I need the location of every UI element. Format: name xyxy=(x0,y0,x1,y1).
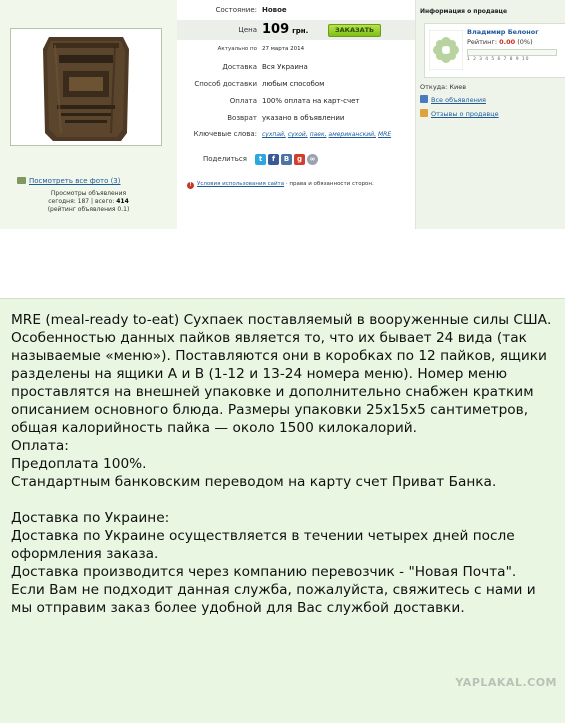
terms-rest: · права и обязанности сторон. xyxy=(284,181,374,187)
seller-name-link[interactable]: Владимир Белоног xyxy=(467,28,539,36)
price-currency: грн. xyxy=(292,27,309,35)
actual-row xyxy=(177,39,415,59)
views-total-value: 414 xyxy=(116,198,129,205)
actual-value: 27 марта 2014 xyxy=(262,46,305,52)
payment-value: 100% оплата на карт-счет xyxy=(262,97,360,105)
keyword-link[interactable]: сухой, xyxy=(287,131,308,138)
delivery-method-value: любым способом xyxy=(262,80,325,88)
share-label: Поделиться xyxy=(203,155,247,163)
reviews-icon xyxy=(420,109,428,117)
keyword-link[interactable]: сухпай, xyxy=(262,131,286,138)
see-all-photos-label: Посмотреть все фото (3) xyxy=(29,177,121,185)
reviews-link[interactable] xyxy=(420,109,499,118)
seller-heading: Информация о продавце xyxy=(420,8,508,15)
keyword-link[interactable]: американский, xyxy=(328,131,376,138)
rating-value: 0.00 xyxy=(499,38,516,46)
condition-value: Новое xyxy=(262,6,287,14)
views-total-label: всего: xyxy=(94,198,115,205)
delivery-label: Доставка xyxy=(222,63,257,71)
keywords-row xyxy=(177,124,415,144)
seller-panel xyxy=(415,0,565,229)
terms-link[interactable]: Условия использования сайта xyxy=(197,181,285,187)
description-paragraph: Доставка по Украине: Доставка по Украине осуществляется в течении четырех дней после оформления заказа. Доставка производится через компанию перевозчик - "Новая Почта". Если Вам не подходит данная служба, пожалуйста, свяжитесь с нами и мы отправим заказ более удобной для Вас службой доставки. xyxy=(11,510,536,616)
seller-card xyxy=(424,23,565,78)
see-all-photos-link[interactable] xyxy=(17,177,121,185)
keyword-link[interactable]: MRE xyxy=(378,131,392,138)
views-counts: сегодня: 187 | всего: 414 xyxy=(48,198,129,205)
payment-label: Оплата xyxy=(229,97,257,105)
views-today-label: сегодня: xyxy=(48,198,76,205)
facebook-icon[interactable]: f xyxy=(268,154,279,165)
price-value xyxy=(262,20,308,41)
rating-bar xyxy=(467,49,557,56)
return-label: Возврат xyxy=(227,114,257,122)
listing-details xyxy=(177,0,415,229)
rating-scale: 1 2 3 4 5 6 7 8 9 10 xyxy=(467,57,530,62)
all-ads-label: Все объявления xyxy=(431,96,486,104)
photo-column xyxy=(0,0,177,229)
list-icon xyxy=(420,95,428,103)
product-photo[interactable] xyxy=(10,28,162,146)
views-counter xyxy=(0,190,177,214)
terms-line xyxy=(187,181,374,189)
price-row xyxy=(177,20,415,40)
actual-label: Актуально по xyxy=(217,46,257,52)
rating-percent: (0%) xyxy=(517,38,533,46)
condition-row xyxy=(177,0,415,20)
views-today-value: 187 xyxy=(77,198,90,205)
condition-label: Состояние: xyxy=(215,6,257,14)
delivery-method-label: Способ доставки xyxy=(194,80,257,88)
warning-icon: ! xyxy=(187,182,194,189)
google-plus-icon[interactable]: g xyxy=(294,154,305,165)
views-title: Просмотры объявления xyxy=(50,190,127,197)
description-paragraph: MRE (meal-ready to-eat) Сухпаек поставляемый в вооруженные силы США. Особенностью данных пайков является то, что их бывает 24 вида (так называемые «меню»). Поставляются они в коробках по 12 пайков, ящики разделены на ящики A и B (1-12 и 13-24 номера меню). Номер меню проставлятся на внешней упаковке и дополнительно снабжен кратким описанием основного блюда. Размеры упаковки 25x15x5 сантиметров, общая калорийность пайка — около 1500 килокалорий. Оплата: Предоплата 100%. Стандартным банковским переводом на карту счет Приват Банка. xyxy=(11,312,552,490)
all-ads-link[interactable] xyxy=(420,95,486,104)
seller-rating xyxy=(467,38,533,46)
price-amount: 109 xyxy=(262,22,290,37)
keywords-list xyxy=(262,124,393,145)
keywords-label: Ключевые слова: xyxy=(193,130,257,138)
camera-icon xyxy=(17,177,26,184)
twitter-icon[interactable]: t xyxy=(255,154,266,165)
site-watermark: YAPLAKAL.COM xyxy=(455,676,557,689)
price-label: Цена xyxy=(238,26,257,34)
delivery-value: Вся Украина xyxy=(262,63,308,71)
rating-label: Рейтинг: xyxy=(467,38,498,46)
seller-city: Откуда: Киев xyxy=(420,83,467,91)
return-value: указано в объявлении xyxy=(262,114,345,122)
listing-panel xyxy=(0,0,565,229)
vkontakte-icon[interactable]: B xyxy=(281,154,292,165)
link-icon[interactable]: ∞ xyxy=(307,154,318,165)
listing-description xyxy=(0,298,565,723)
keyword-link[interactable]: паек, xyxy=(309,131,327,138)
avatar[interactable] xyxy=(429,30,463,70)
reviews-label: Отзывы о продавце xyxy=(431,110,499,118)
order-button[interactable]: ЗАКАЗАТЬ xyxy=(328,24,381,37)
listing-rating: (рейтинг объявления 0.1) xyxy=(47,206,130,213)
